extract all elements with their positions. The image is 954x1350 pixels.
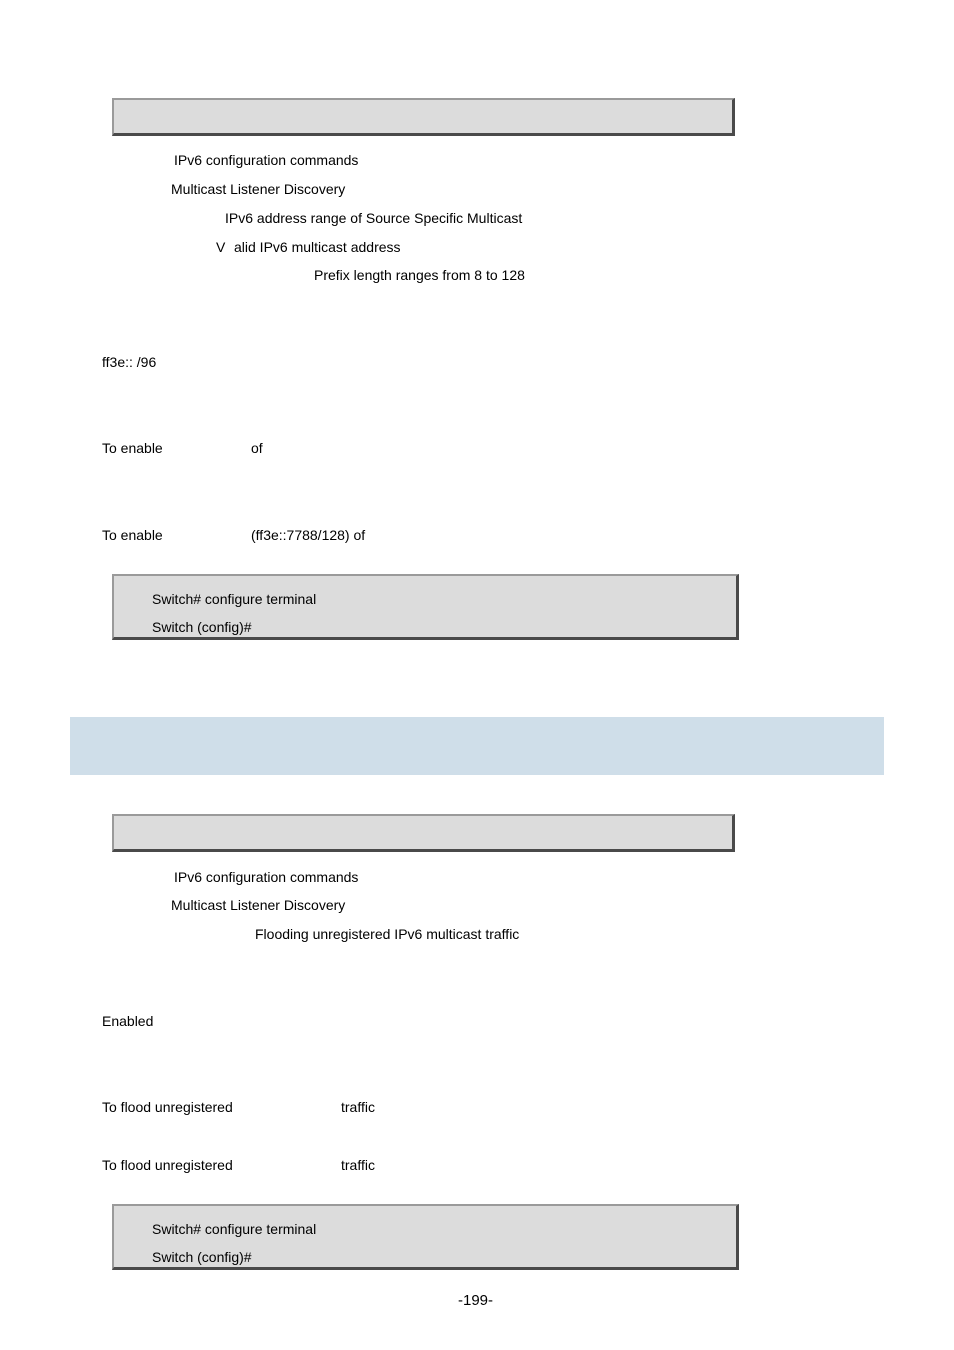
- parameter-description: Prefix length ranges from 8 to 128: [314, 267, 525, 283]
- example-line: Switch# configure terminal: [152, 591, 317, 607]
- usage-guide-text: To enable: [102, 440, 163, 456]
- usage-guide-text: traffic: [341, 1157, 375, 1173]
- example-code-box: [112, 574, 739, 640]
- section-heading-band: [70, 717, 884, 775]
- usage-guide-text: To flood unregistered: [102, 1099, 233, 1115]
- parameter-description: IPv6 address range of Source Specific Multicast: [225, 210, 523, 226]
- parameter-description: Flooding unregistered IPv6 multicast traffic: [255, 926, 520, 942]
- parameter-description: alid IPv6 multicast address: [234, 239, 401, 255]
- protocol-text: Multicast Listener Discovery: [171, 897, 346, 913]
- usage-guide-text: of: [251, 440, 263, 456]
- example-line: Switch# configure terminal: [152, 1221, 317, 1237]
- command-mode-text: IPv6 configuration commands: [174, 152, 359, 168]
- default-value: Enabled: [102, 1013, 154, 1029]
- parameter-description-prefix: V: [216, 239, 226, 255]
- example-line: Switch (config)#: [152, 1249, 252, 1265]
- default-value: ff3e:: /96: [102, 354, 157, 370]
- usage-guide-text: To enable: [102, 527, 163, 543]
- command-syntax-box: [112, 98, 735, 136]
- usage-guide-text: (ff3e::7788/128) of: [251, 527, 366, 543]
- command-syntax-box: [112, 814, 735, 852]
- protocol-text: Multicast Listener Discovery: [171, 181, 346, 197]
- page-number: -199-: [458, 1292, 494, 1309]
- command-mode-text: IPv6 configuration commands: [174, 869, 359, 885]
- example-code-box: [112, 1204, 739, 1270]
- example-line: Switch (config)#: [152, 619, 252, 635]
- usage-guide-text: To flood unregistered: [102, 1157, 233, 1173]
- usage-guide-text: traffic: [341, 1099, 375, 1115]
